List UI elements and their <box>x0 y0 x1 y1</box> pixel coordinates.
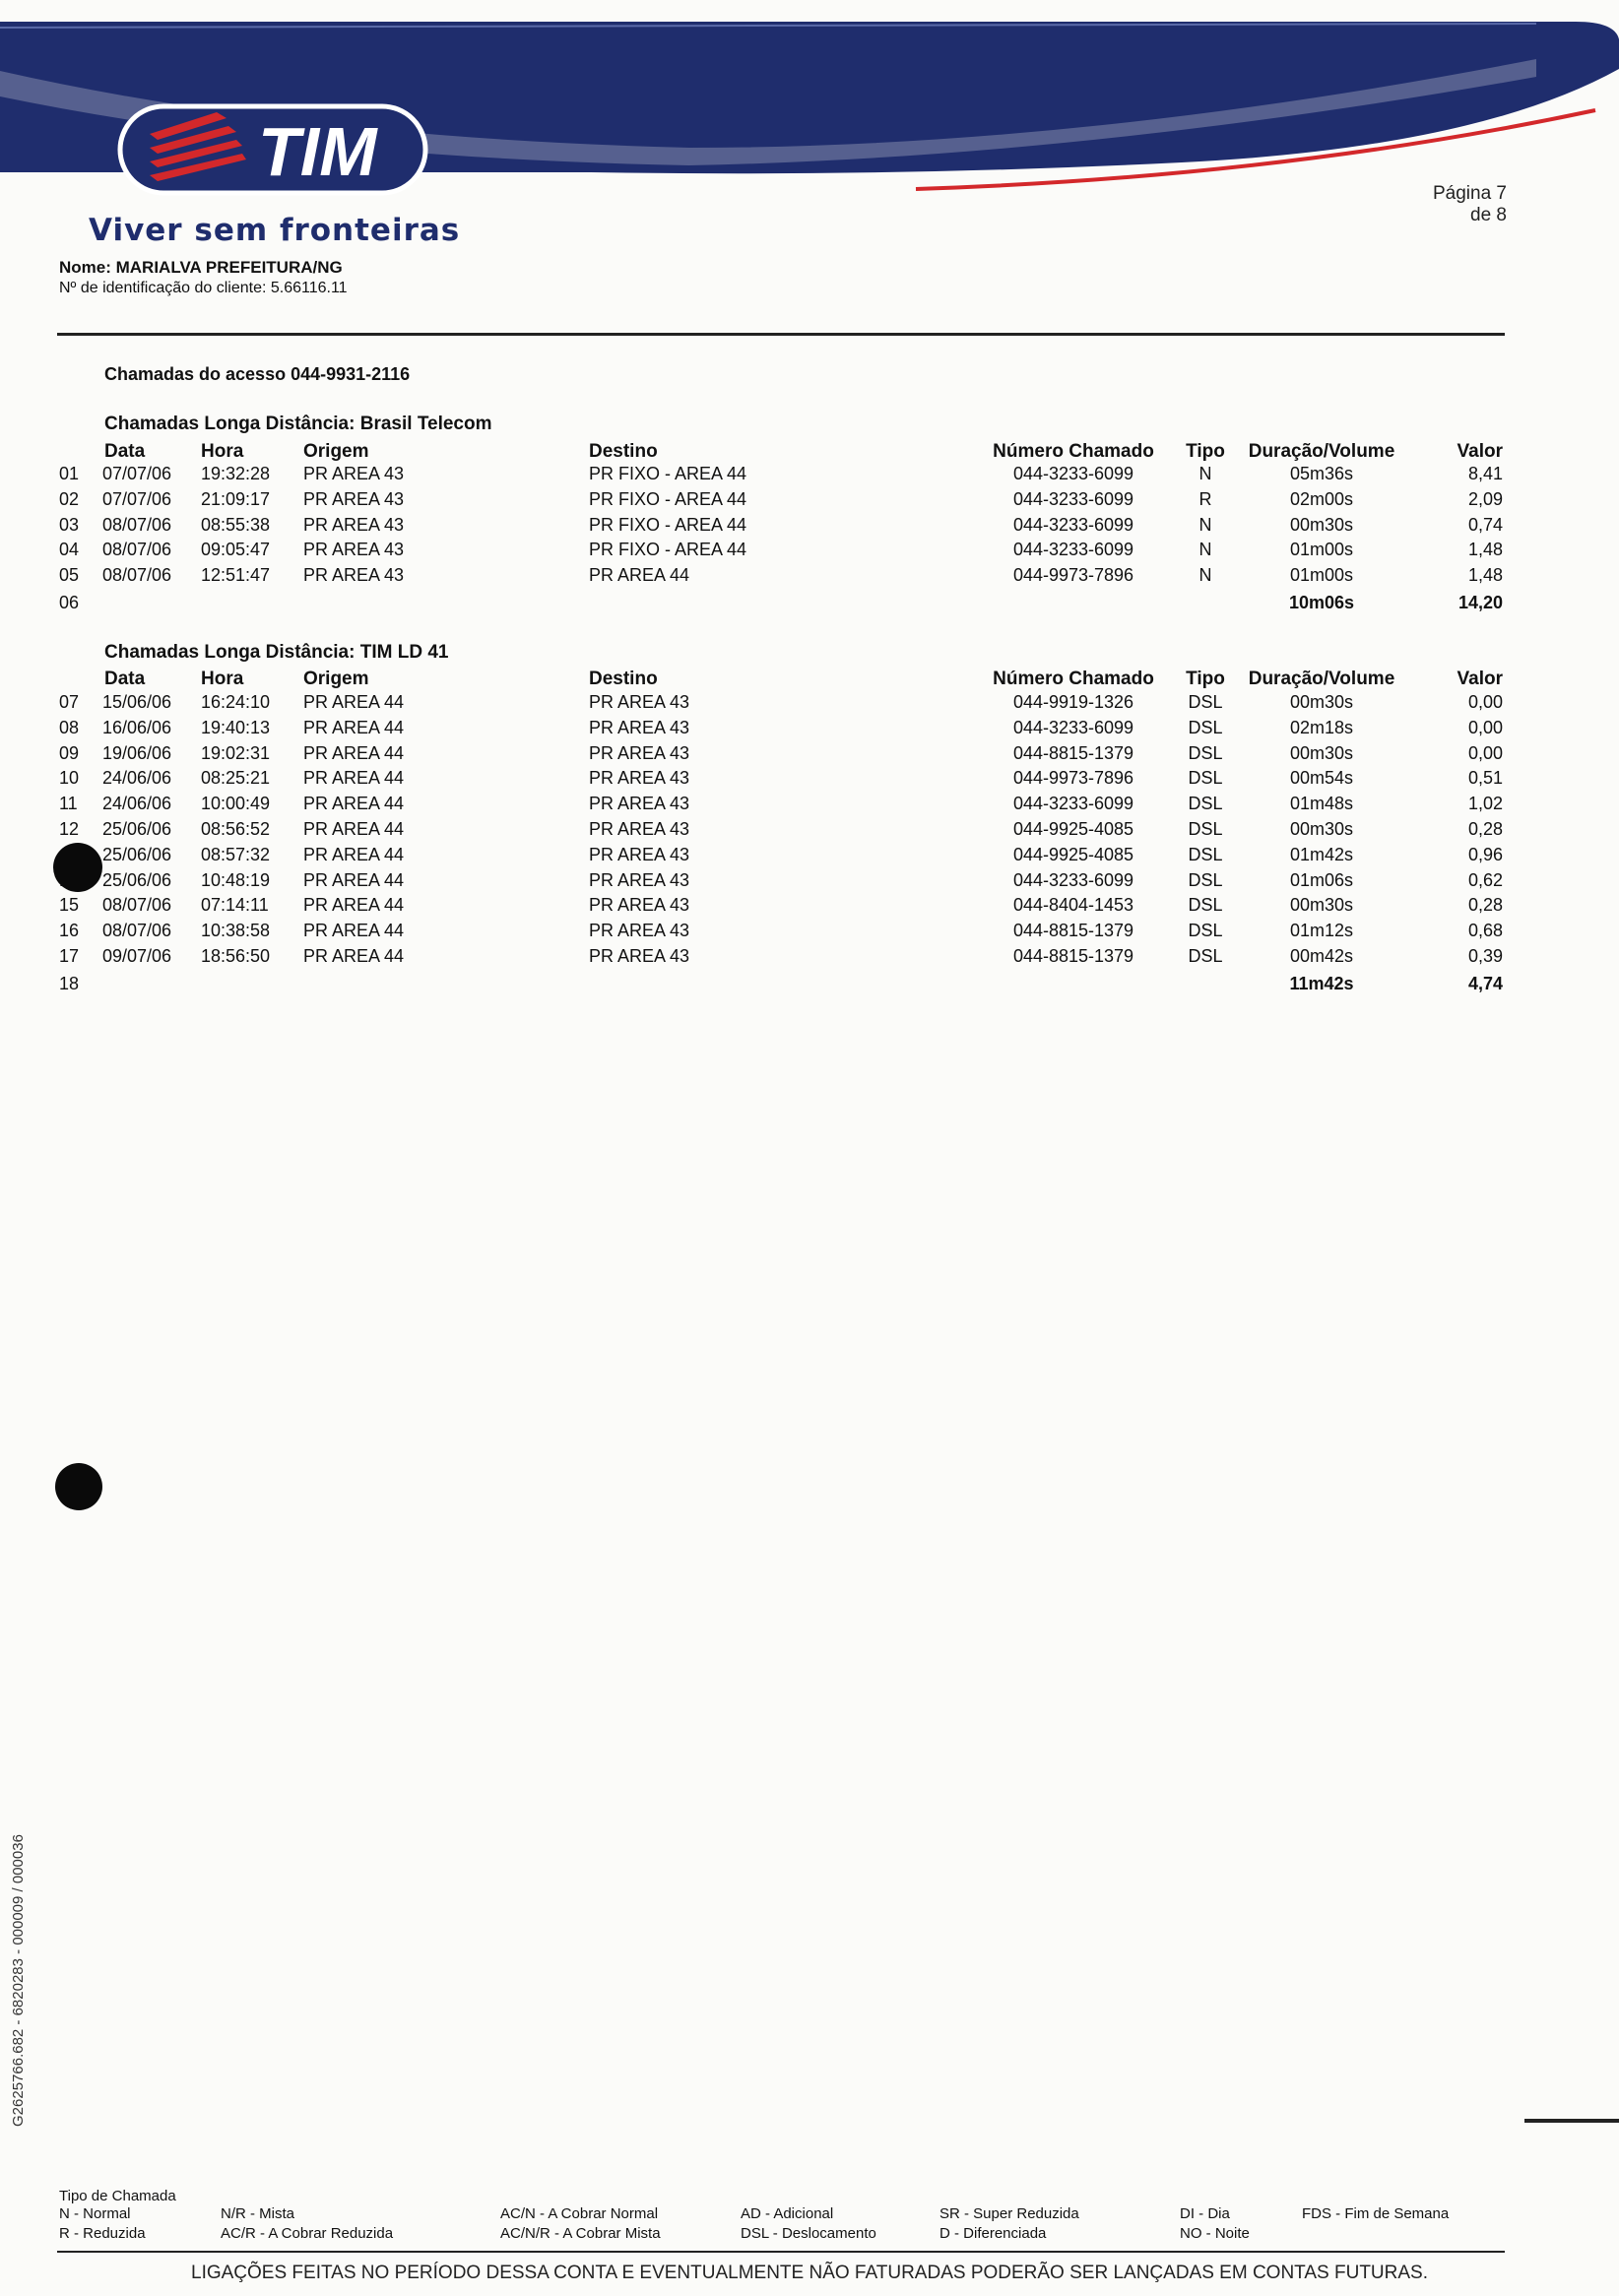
total-row <box>0 974 1619 999</box>
call-row <box>0 718 1619 743</box>
cell-n: 15 <box>59 895 80 916</box>
cell-data: 08/07/06 <box>102 921 172 941</box>
cell-data: 08/07/06 <box>102 895 172 916</box>
call-row <box>0 515 1619 541</box>
cell-valor: 2,09 <box>1467 488 1503 509</box>
divider-bottom <box>57 2251 1505 2253</box>
cell-numero: 044-8815-1379 <box>1012 946 1134 966</box>
cell-destino: PR AREA 43 <box>589 717 690 737</box>
cell-tipo: N <box>1198 514 1212 535</box>
cell-duracao: 00m30s <box>1289 514 1354 535</box>
col-data: Data <box>104 441 146 462</box>
cell-numero: 044-3233-6099 <box>1012 540 1134 560</box>
legend-no: NO - Noite <box>1180 2225 1250 2242</box>
customer-id: Nº de identificação do cliente: 5.66116.11 <box>59 280 348 296</box>
cell-destino: PR AREA 43 <box>589 692 690 712</box>
legend-nr: N/R - Mista <box>221 2205 294 2222</box>
col-data: Data <box>104 669 146 689</box>
cell-data: 08/07/06 <box>102 514 172 535</box>
cell-tipo: N <box>1198 565 1212 586</box>
cell-duracao: 02m18s <box>1289 717 1354 737</box>
cell-data: 16/06/06 <box>102 717 172 737</box>
call-row <box>0 819 1619 845</box>
col-destino: Destino <box>589 441 658 462</box>
cell-duracao: 01m00s <box>1289 565 1354 586</box>
col-origem: Origem <box>303 669 369 689</box>
cell-destino: PR FIXO - AREA 44 <box>589 464 747 483</box>
cell-valor: 0,00 <box>1467 742 1503 763</box>
cell-data: 25/06/06 <box>102 844 172 864</box>
cell-origem: PR AREA 44 <box>303 794 405 814</box>
cell-hora: 10:00:49 <box>201 794 271 814</box>
call-row <box>0 489 1619 515</box>
cell-destino: PR AREA 43 <box>589 844 690 864</box>
cell-hora: 07:14:11 <box>201 895 269 916</box>
cell-origem: PR AREA 44 <box>303 742 405 763</box>
cell-destino: PR AREA 43 <box>589 819 690 839</box>
cell-hora: 21:09:17 <box>201 488 271 509</box>
cell-numero: 044-8815-1379 <box>1012 742 1134 763</box>
total-valor: 14,20 <box>1457 593 1503 612</box>
cell-valor: 1,48 <box>1467 540 1503 560</box>
cell-origem: PR AREA 43 <box>303 464 405 483</box>
cell-origem: PR AREA 44 <box>303 819 405 839</box>
cell-duracao: 00m54s <box>1289 768 1354 789</box>
cell-n: 16 <box>59 921 80 941</box>
cell-numero: 044-8404-1453 <box>1012 895 1134 916</box>
call-row <box>0 895 1619 921</box>
punch-hole <box>53 843 102 892</box>
col-tipo: Tipo <box>1186 669 1225 689</box>
cell-hora: 08:57:32 <box>201 844 271 864</box>
tim-logo-text: TIM <box>258 113 377 190</box>
cell-numero: 044-3233-6099 <box>1012 488 1134 509</box>
page-number: Página 7 de 8 <box>1432 183 1507 225</box>
cell-data: 09/07/06 <box>102 946 172 966</box>
legend-acr: AC/R - A Cobrar Reduzida <box>221 2225 394 2242</box>
col-duracao: Duração/Volume <box>1248 441 1395 462</box>
cell-duracao: 00m30s <box>1289 895 1354 916</box>
cell-tipo: DSL <box>1188 844 1223 864</box>
cell-duracao: 00m42s <box>1289 946 1354 966</box>
col-origem: Origem <box>303 441 369 462</box>
cell-hora: 19:32:28 <box>201 464 271 483</box>
legend-acnr: AC/N/R - A Cobrar Mista <box>500 2225 661 2242</box>
cell-numero: 044-9925-4085 <box>1012 844 1134 864</box>
cell-origem: PR AREA 44 <box>303 895 405 916</box>
cell-tipo: DSL <box>1188 692 1223 712</box>
cell-n: 02 <box>59 488 80 509</box>
total-row <box>0 593 1619 618</box>
cell-hora: 16:24:10 <box>201 692 271 712</box>
cell-numero: 044-9925-4085 <box>1012 819 1134 839</box>
call-row <box>0 692 1619 718</box>
cell-origem: PR AREA 43 <box>303 488 405 509</box>
cell-n: 12 <box>59 819 80 839</box>
cell-destino: PR AREA 43 <box>589 742 690 763</box>
cell-destino: PR AREA 43 <box>589 768 690 789</box>
cell-destino: PR AREA 43 <box>589 895 690 916</box>
cell-n: 10 <box>59 768 80 789</box>
cell-duracao: 01m12s <box>1289 921 1354 941</box>
cell-tipo: DSL <box>1188 717 1223 737</box>
cell-destino: PR FIXO - AREA 44 <box>589 488 747 509</box>
cell-tipo: DSL <box>1188 895 1223 916</box>
cell-tipo: DSL <box>1188 794 1223 814</box>
cell-n: 11 <box>59 794 78 814</box>
cell-hora: 18:56:50 <box>201 946 271 966</box>
legend-r: R - Reduzida <box>59 2225 146 2242</box>
cell-origem: PR AREA 43 <box>303 540 405 560</box>
cell-hora: 19:40:13 <box>201 717 271 737</box>
cell-n: 08 <box>59 717 80 737</box>
cell-duracao: 01m42s <box>1289 844 1354 864</box>
call-row <box>0 921 1619 946</box>
cell-data: 15/06/06 <box>102 692 172 712</box>
cell-numero: 044-3233-6099 <box>1012 464 1134 483</box>
cell-numero: 044-9973-7896 <box>1012 565 1134 586</box>
cell-valor: 0,68 <box>1467 921 1503 941</box>
cell-tipo: DSL <box>1188 768 1223 789</box>
cell-n: 03 <box>59 514 80 535</box>
cell-n: 04 <box>59 540 80 560</box>
cell-valor: 0,74 <box>1467 514 1503 535</box>
cell-data: 07/07/06 <box>102 488 172 509</box>
cell-valor: 0,00 <box>1467 717 1503 737</box>
legend-n: N - Normal <box>59 2205 131 2222</box>
cell-valor: 0,51 <box>1467 768 1503 789</box>
total-n: 18 <box>59 973 80 993</box>
cell-duracao: 01m48s <box>1289 794 1354 814</box>
cell-tipo: DSL <box>1188 742 1223 763</box>
legend-di: DI - Dia <box>1180 2205 1230 2222</box>
customer-name: Nome: MARIALVA PREFEITURA/NG <box>59 258 343 277</box>
cell-hora: 10:48:19 <box>201 869 271 890</box>
legend-title: Tipo de Chamada <box>59 2188 176 2204</box>
legend-fds: FDS - Fim de Semana <box>1302 2205 1450 2222</box>
cell-numero: 044-8815-1379 <box>1012 921 1134 941</box>
legend-sr: SR - Super Reduzida <box>939 2205 1079 2222</box>
cell-numero: 044-9919-1326 <box>1012 692 1134 712</box>
cell-destino: PR AREA 43 <box>589 794 690 814</box>
cell-hora: 19:02:31 <box>201 742 271 763</box>
total-duracao: 11m42s <box>1289 973 1354 993</box>
call-row <box>0 870 1619 896</box>
cell-numero: 044-3233-6099 <box>1012 869 1134 890</box>
call-row <box>0 768 1619 794</box>
cell-duracao: 00m30s <box>1289 692 1354 712</box>
call-row <box>0 565 1619 591</box>
cell-duracao: 00m30s <box>1289 742 1354 763</box>
cell-valor: 0,39 <box>1467 946 1503 966</box>
footer-note: LIGAÇÕES FEITAS NO PERÍODO DESSA CONTA E EVENTUALMENTE NÃO FATURADAS PODERÃO SER LANÇADAS EM CONTAS FUTURAS. <box>191 2263 1428 2283</box>
col-duracao: Duração/Volume <box>1248 669 1395 689</box>
total-n: 06 <box>59 593 80 612</box>
cell-origem: PR AREA 43 <box>303 514 405 535</box>
section-title-tim-ld-41: Chamadas Longa Distância: TIM LD 41 <box>104 642 449 663</box>
cell-origem: PR AREA 44 <box>303 869 405 890</box>
call-row <box>0 743 1619 769</box>
side-code: G2625766.682 - 6820283 - 000009 / 000036 <box>10 1834 27 2127</box>
cell-origem: PR AREA 43 <box>303 565 405 586</box>
col-destino: Destino <box>589 669 658 689</box>
access-title: Chamadas do acesso 044-9931-2116 <box>104 364 411 384</box>
legend-acn: AC/N - A Cobrar Normal <box>500 2205 659 2222</box>
cell-tipo: R <box>1198 488 1212 509</box>
call-row <box>0 540 1619 565</box>
cell-origem: PR AREA 44 <box>303 921 405 941</box>
cell-duracao: 05m36s <box>1289 464 1354 483</box>
cell-destino: PR AREA 44 <box>589 565 690 586</box>
cell-origem: PR AREA 44 <box>303 717 405 737</box>
cell-n: 07 <box>59 692 80 712</box>
cell-valor: 0,28 <box>1467 819 1503 839</box>
cell-data: 08/07/06 <box>102 540 172 560</box>
legend-dsl: DSL - Deslocamento <box>741 2225 876 2242</box>
cell-duracao: 02m00s <box>1289 488 1354 509</box>
cell-destino: PR AREA 43 <box>589 869 690 890</box>
cell-tipo: DSL <box>1188 869 1223 890</box>
cell-valor: 1,02 <box>1467 794 1503 814</box>
cell-n: 05 <box>59 565 80 586</box>
cell-numero: 044-3233-6099 <box>1012 717 1134 737</box>
punch-hole <box>55 1463 102 1510</box>
cell-tipo: DSL <box>1188 819 1223 839</box>
cell-numero: 044-3233-6099 <box>1012 794 1134 814</box>
divider-top <box>57 333 1505 336</box>
cell-tipo: N <box>1198 464 1212 483</box>
legend-d: D - Diferenciada <box>939 2225 1047 2242</box>
cell-duracao: 00m30s <box>1289 819 1354 839</box>
cell-valor: 0,00 <box>1467 692 1503 712</box>
cell-destino: PR AREA 43 <box>589 946 690 966</box>
cell-origem: PR AREA 44 <box>303 844 405 864</box>
cell-n: 01 <box>59 464 80 483</box>
cell-hora: 08:25:21 <box>201 768 271 789</box>
cell-destino: PR FIXO - AREA 44 <box>589 514 747 535</box>
legend-ad: AD - Adicional <box>741 2205 834 2222</box>
call-row <box>0 794 1619 819</box>
cell-destino: PR AREA 43 <box>589 921 690 941</box>
col-numero: Número Chamado <box>993 441 1154 462</box>
cell-destino: PR FIXO - AREA 44 <box>589 540 747 560</box>
cell-tipo: N <box>1198 540 1212 560</box>
total-duracao: 10m06s <box>1288 593 1355 612</box>
cell-valor: 0,96 <box>1467 844 1503 864</box>
cell-tipo: DSL <box>1188 921 1223 941</box>
section-title-brasil-telecom: Chamadas Longa Distância: Brasil Telecom <box>104 414 492 434</box>
col-valor: Valor <box>1457 441 1503 462</box>
cell-data: 08/07/06 <box>102 565 172 586</box>
cell-tipo: DSL <box>1188 946 1223 966</box>
col-hora: Hora <box>201 669 244 689</box>
col-tipo: Tipo <box>1186 441 1225 462</box>
col-hora: Hora <box>201 441 244 462</box>
call-row <box>0 464 1619 489</box>
cell-hora: 10:38:58 <box>201 921 271 941</box>
call-row <box>0 845 1619 870</box>
cell-data: 25/06/06 <box>102 869 172 890</box>
cell-hora: 08:55:38 <box>201 514 271 535</box>
cell-n: 17 <box>59 946 80 966</box>
cell-valor: 0,62 <box>1467 869 1503 890</box>
cell-hora: 12:51:47 <box>201 565 271 586</box>
cell-data: 07/07/06 <box>102 464 172 483</box>
cell-data: 19/06/06 <box>102 742 172 763</box>
cell-n: 09 <box>59 742 80 763</box>
cell-numero: 044-3233-6099 <box>1012 514 1134 535</box>
cell-data: 24/06/06 <box>102 768 172 789</box>
cell-hora: 08:56:52 <box>201 819 271 839</box>
cell-duracao: 01m00s <box>1289 540 1354 560</box>
edge-mark <box>1524 2119 1619 2123</box>
slogan: Viver sem fronteiras <box>89 213 461 248</box>
cell-data: 25/06/06 <box>102 819 172 839</box>
call-row <box>0 946 1619 972</box>
cell-origem: PR AREA 44 <box>303 946 405 966</box>
cell-duracao: 01m06s <box>1289 869 1354 890</box>
cell-valor: 1,48 <box>1467 565 1503 586</box>
cell-origem: PR AREA 44 <box>303 692 405 712</box>
col-valor: Valor <box>1457 669 1503 689</box>
cell-data: 24/06/06 <box>102 794 172 814</box>
tim-logo <box>120 106 425 193</box>
cell-valor: 0,28 <box>1467 895 1503 916</box>
col-numero: Número Chamado <box>993 669 1154 689</box>
cell-origem: PR AREA 44 <box>303 768 405 789</box>
cell-valor: 8,41 <box>1467 464 1503 483</box>
total-valor: 4,74 <box>1467 973 1503 993</box>
cell-numero: 044-9973-7896 <box>1012 768 1134 789</box>
cell-hora: 09:05:47 <box>201 540 271 560</box>
